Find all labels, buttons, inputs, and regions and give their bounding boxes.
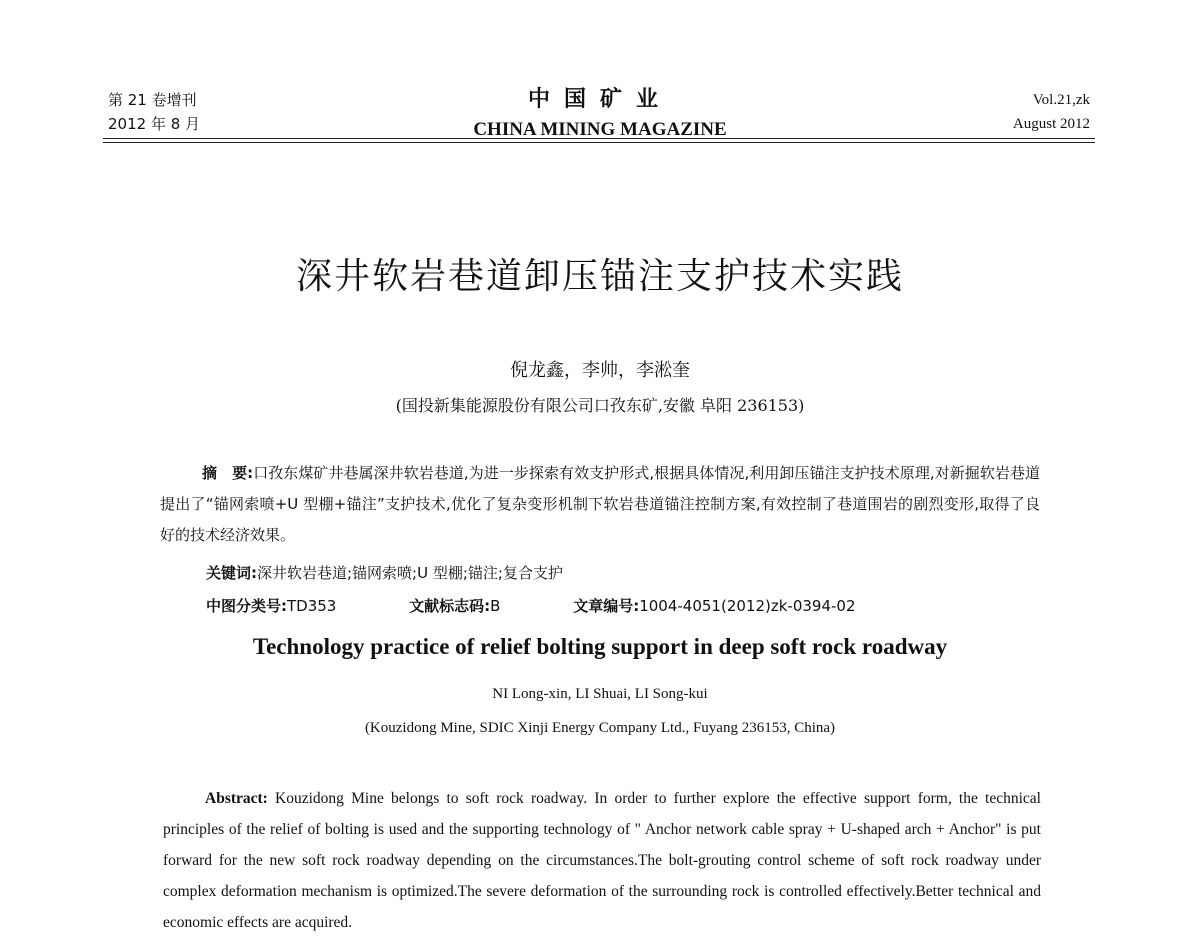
abstract-en — [163, 783, 1041, 938]
paper-title-en: Technology practice of relief bolting support in deep soft rock roadway — [252, 634, 948, 659]
article-number — [573, 597, 889, 615]
doc-code-value: B — [490, 597, 501, 615]
authors-en: NI Long-xin, LI Shuai, LI Song-kui — [492, 686, 708, 702]
classification-line — [206, 595, 1086, 616]
article-number-label: 文章编号: — [573, 597, 640, 615]
keywords — [206, 562, 1086, 583]
volume-date: August 2012 — [1012, 116, 1090, 132]
header-rule-thin — [103, 142, 1095, 143]
clc-label: 中图分类号: — [206, 597, 287, 615]
keywords-text: 深井软岩巷道;锚网索喷;U 型棚;锚注;复合支护 — [257, 564, 563, 582]
issue-volume: 第 21 卷增刊 — [108, 91, 197, 109]
paper-title-cn: 深井软岩巷道卸压锚注支护技术实践 — [295, 256, 904, 297]
issue-date: 2012 年 8 月 — [108, 115, 201, 133]
keywords-label: 关键词: — [206, 564, 257, 582]
volume-number: Vol.21,zk — [1032, 92, 1090, 108]
abstract-en-text: Kouzidong Mine belongs to soft rock roadway. In order to further explore the effective support form, the technical principles of the relief of bolting is used and the supporting technology of " Anchor network cable spray + U-shaped arch + Anchor" is put forward for the new soft rock roadway depending on the circumstances.The bolt-grouting control scheme of soft rock roadway under complex deformation mechanism is optimized.The severe deformation of the surrounding rock is controlled effectively.Better technical and economic effects are acquired. — [163, 790, 1041, 931]
abstract-cn-label: 摘 要: — [202, 464, 254, 482]
journal-title-en: CHINA MINING MAGAZINE — [473, 119, 727, 140]
doc-code-label: 文献标志码: — [409, 597, 491, 615]
clc-value: TD353 — [287, 597, 337, 615]
abstract-en-label: Abstract: — [205, 790, 268, 807]
affiliation-en: (Kouzidong Mine, SDIC Xinji Energy Company Ltd., Fuyang 236153, China) — [364, 720, 836, 736]
article-number-value: 1004-4051(2012)zk-0394-02 — [639, 597, 856, 615]
header-rule-thick — [103, 138, 1095, 139]
authors-cn: 倪龙鑫，李帅，李淞奎 — [510, 360, 690, 381]
affiliation-cn: (国投新集能源股份有限公司口孜东矿,安徽 阜阳 236153) — [395, 396, 805, 415]
volume-info — [1013, 88, 1090, 136]
document-code — [409, 597, 534, 615]
journal-title-cn: 中国矿业 — [527, 87, 672, 112]
abstract-cn-text: 口孜东煤矿井巷属深井软岩巷道,为进一步探索有效支护形式,根据具体情况,利用卸压锚注支护技术原理,对新掘软岩巷道提出了“锚网索喷+U 型棚+锚注”支护技术,优化了复杂变形机制下软岩巷道锚注控制方案,有效控制了巷道围岩的剧烈变形,取得了良好的技术经济效果。 — [160, 464, 1041, 544]
abstract-cn — [160, 458, 1040, 551]
clc-number — [206, 597, 370, 615]
